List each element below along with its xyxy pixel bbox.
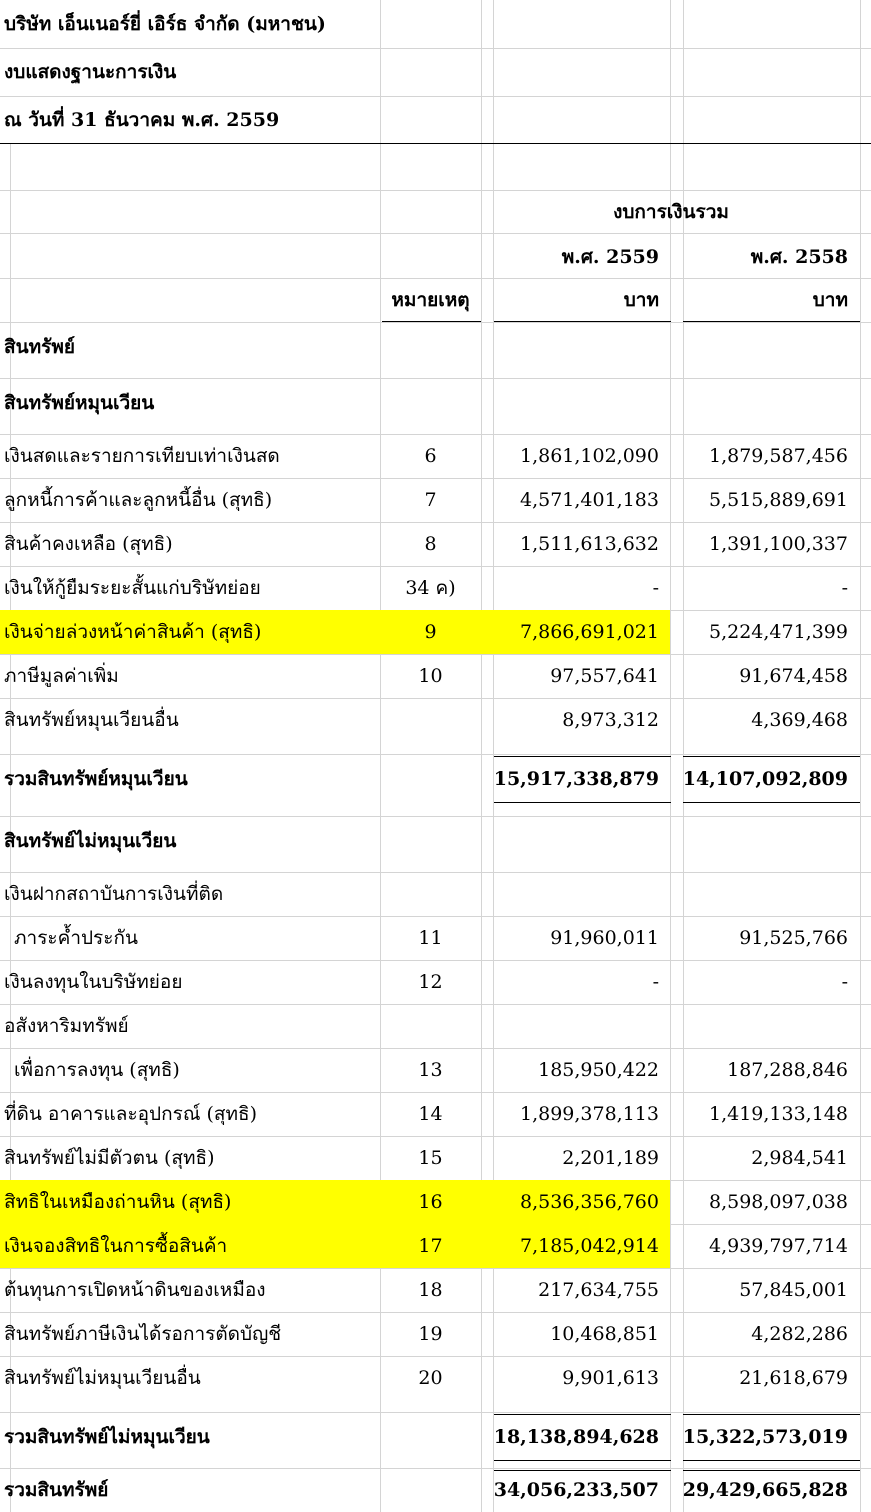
row-label: เงินให้กู้ยืมระยะสั้นแก่บริษัทย่อย <box>4 577 261 599</box>
row-value-2558: 5,515,889,691 <box>708 489 848 511</box>
subtotal-line <box>494 1470 671 1471</box>
row-label: สินทรัพย์ไม่มีตัวตน (สุทธิ) <box>4 1147 215 1169</box>
row-note: 13 <box>418 1059 443 1081</box>
group-title: งบการเงินรวม <box>613 200 729 223</box>
row-note: 9 <box>424 621 437 643</box>
subtotal-line <box>683 802 860 803</box>
table-row <box>0 1136 871 1180</box>
total-row <box>0 1412 871 1462</box>
row-label: ที่ดิน อาคารและอุปกรณ์ (สุทธิ) <box>4 1103 258 1125</box>
grid-row-line <box>0 233 871 234</box>
row-value-2559: 34,056,233,507 <box>493 1479 659 1501</box>
table-row <box>0 1268 871 1312</box>
subtotal-line <box>494 1460 671 1461</box>
row-value-2559: 1,511,613,632 <box>519 533 659 555</box>
row-value-2559: 217,634,755 <box>538 1279 659 1301</box>
row-note: 11 <box>418 927 443 949</box>
table-row <box>0 1224 871 1268</box>
row-label: สินค้าคงเหลือ (สุทธิ) <box>4 533 173 555</box>
header-divider <box>0 143 871 144</box>
row-value-2558: 57,845,001 <box>739 1279 848 1301</box>
row-label: ภาษีมูลค่าเพิ่ม <box>4 665 119 687</box>
row-label: เพื่อการลงทุน (สุทธิ) <box>14 1059 180 1081</box>
subtotal-line <box>683 1470 860 1471</box>
table-row <box>0 478 871 522</box>
row-label: ลูกหนี้การค้าและลูกหนี้อื่น (สุทธิ) <box>4 489 273 511</box>
year-row <box>0 235 871 278</box>
row-label: เงินจองสิทธิในการซื้อสินค้า <box>4 1235 228 1257</box>
row-note: 8 <box>424 533 437 555</box>
row-label: สินทรัพย์ภาษีเงินได้รอการตัดบัญชี <box>4 1323 282 1345</box>
row-label: เงินลงทุนในบริษัทย่อย <box>4 971 183 993</box>
row-label: สินทรัพย์หมุนเวียน <box>4 392 155 414</box>
row-label: สินทรัพย์ไม่หมุนเวียนอื่น <box>4 1367 201 1389</box>
row-note: 16 <box>418 1191 443 1213</box>
row-value-2559: - <box>652 971 659 993</box>
row-value-2558: 29,429,665,828 <box>682 1479 848 1501</box>
row-value-2558: 1,391,100,337 <box>708 533 848 555</box>
row-label: ภาระค้ำประกัน <box>14 927 138 949</box>
table-row <box>0 1048 871 1092</box>
note-header: หมายเหตุ <box>391 288 470 311</box>
row-note: 19 <box>418 1323 443 1345</box>
row-value-2559: 1,861,102,090 <box>519 445 659 467</box>
row-value-2558: 15,322,573,019 <box>682 1426 848 1448</box>
row-value-2558: 14,107,092,809 <box>682 768 848 790</box>
table-row <box>0 654 871 698</box>
table-row <box>0 1312 871 1356</box>
table-row <box>0 1004 871 1048</box>
row-value-2559: 8,973,312 <box>562 709 659 731</box>
row-label: รวมสินทรัพย์ไม่หมุนเวียน <box>4 1426 210 1448</box>
row-note: 18 <box>418 1279 443 1301</box>
row-value-2559: 7,866,691,021 <box>519 621 659 643</box>
row-value-2558: 5,224,471,399 <box>708 621 848 643</box>
row-value-2559: 91,960,011 <box>550 927 659 949</box>
row-note: 15 <box>418 1147 443 1169</box>
unit-2559: บาท <box>623 288 659 311</box>
statement-date: ณ วันที่ 31 ธันวาคม พ.ศ. 2559 <box>4 109 280 131</box>
row-label: รวมสินทรัพย์ <box>4 1479 109 1501</box>
row-label: เงินสดและรายการเทียบเท่าเงินสด <box>4 445 280 467</box>
subtotal-line <box>683 1414 860 1415</box>
row-label: สินทรัพย์ <box>4 336 75 358</box>
row-value-2559: 1,899,378,113 <box>519 1103 659 1125</box>
table-row <box>0 872 871 916</box>
row-note <box>382 698 479 742</box>
table-row <box>0 698 871 742</box>
table-row <box>0 1356 871 1400</box>
row-value-2558: 91,674,458 <box>739 665 848 687</box>
date-row <box>0 96 871 144</box>
unit-2558: บาท <box>812 288 848 311</box>
row-value-2558: 1,419,133,148 <box>708 1103 848 1125</box>
row-value-2558: 91,525,766 <box>739 927 848 949</box>
table-row <box>0 816 871 866</box>
row-note: 34 ค) <box>405 577 456 599</box>
row-note: 10 <box>418 665 443 687</box>
row-value-2559: 185,950,422 <box>538 1059 659 1081</box>
row-note: 20 <box>418 1367 443 1389</box>
table-row <box>0 566 871 610</box>
row-label: สินทรัพย์หมุนเวียนอื่น <box>4 709 179 731</box>
row-label: สินทรัพย์ไม่หมุนเวียน <box>4 830 177 852</box>
row-note: 6 <box>424 445 437 467</box>
row-value-2559: 8,536,356,760 <box>519 1191 659 1213</box>
year-2559: พ.ศ. 2559 <box>561 245 659 268</box>
row-label: ต้นทุนการเปิดหน้าดินของเหมือง <box>4 1279 266 1301</box>
row-value-2559: 18,138,894,628 <box>493 1426 659 1448</box>
table-row <box>0 522 871 566</box>
year-2558: พ.ศ. 2558 <box>750 245 848 268</box>
row-value-2558: 2,984,541 <box>751 1147 848 1169</box>
statement-row <box>0 48 871 96</box>
table-row <box>0 610 871 654</box>
table-row <box>0 1092 871 1136</box>
row-value-2558: 4,369,468 <box>751 709 848 731</box>
row-note: 12 <box>418 971 443 993</box>
total-row <box>0 754 871 804</box>
row-value-2558: 21,618,679 <box>739 1367 848 1389</box>
row-note: 7 <box>424 489 437 511</box>
subtotal-line <box>494 756 671 757</box>
row-value-2558: - <box>841 577 848 599</box>
table-row <box>0 1180 871 1224</box>
row-value-2558: 4,282,286 <box>751 1323 848 1345</box>
row-label: สิทธิในเหมืองถ่านหิน (สุทธิ) <box>4 1191 232 1213</box>
total-row <box>0 1468 871 1512</box>
row-note: 17 <box>418 1235 443 1257</box>
group-title-row <box>0 190 871 233</box>
company-row <box>0 0 871 48</box>
row-value-2558: 4,939,797,714 <box>708 1235 848 1257</box>
subtotal-line <box>683 756 860 757</box>
subtotal-line <box>494 802 671 803</box>
table-row <box>0 322 871 372</box>
table-row <box>0 960 871 1004</box>
row-value-2559: 9,901,613 <box>562 1367 659 1389</box>
row-value-2559: 97,557,641 <box>550 665 659 687</box>
row-value-2559: 4,571,401,183 <box>519 489 659 511</box>
subtotal-line <box>494 1414 671 1415</box>
row-value-2558: 187,288,846 <box>727 1059 848 1081</box>
company-name: บริษัท เอ็นเนอร์ยี่ เอิร์ธ จำกัด (มหาชน) <box>4 13 326 35</box>
row-value-2559: - <box>652 577 659 599</box>
row-value-2559: 2,201,189 <box>562 1147 659 1169</box>
table-row <box>0 378 871 428</box>
statement-title: งบแสดงฐานะการเงิน <box>4 61 177 83</box>
row-note: 14 <box>418 1103 443 1125</box>
row-value-2559: 7,185,042,914 <box>519 1235 659 1257</box>
row-value-2558: 1,879,587,456 <box>708 445 848 467</box>
row-label: เงินจ่ายล่วงหน้าค่าสินค้า (สุทธิ) <box>4 621 262 643</box>
row-label: อสังหาริมทรัพย์ <box>4 1015 129 1037</box>
subtotal-line <box>683 1460 860 1461</box>
row-value-2559: 10,468,851 <box>550 1323 659 1345</box>
unit-row <box>0 278 871 321</box>
table-row <box>0 434 871 478</box>
table-row <box>0 916 871 960</box>
row-label: รวมสินทรัพย์หมุนเวียน <box>4 768 188 790</box>
row-value-2558: 8,598,097,038 <box>708 1191 848 1213</box>
row-value-2558: - <box>841 971 848 993</box>
row-label: เงินฝากสถาบันการเงินที่ติด <box>4 883 224 905</box>
row-value-2559: 15,917,338,879 <box>493 768 659 790</box>
